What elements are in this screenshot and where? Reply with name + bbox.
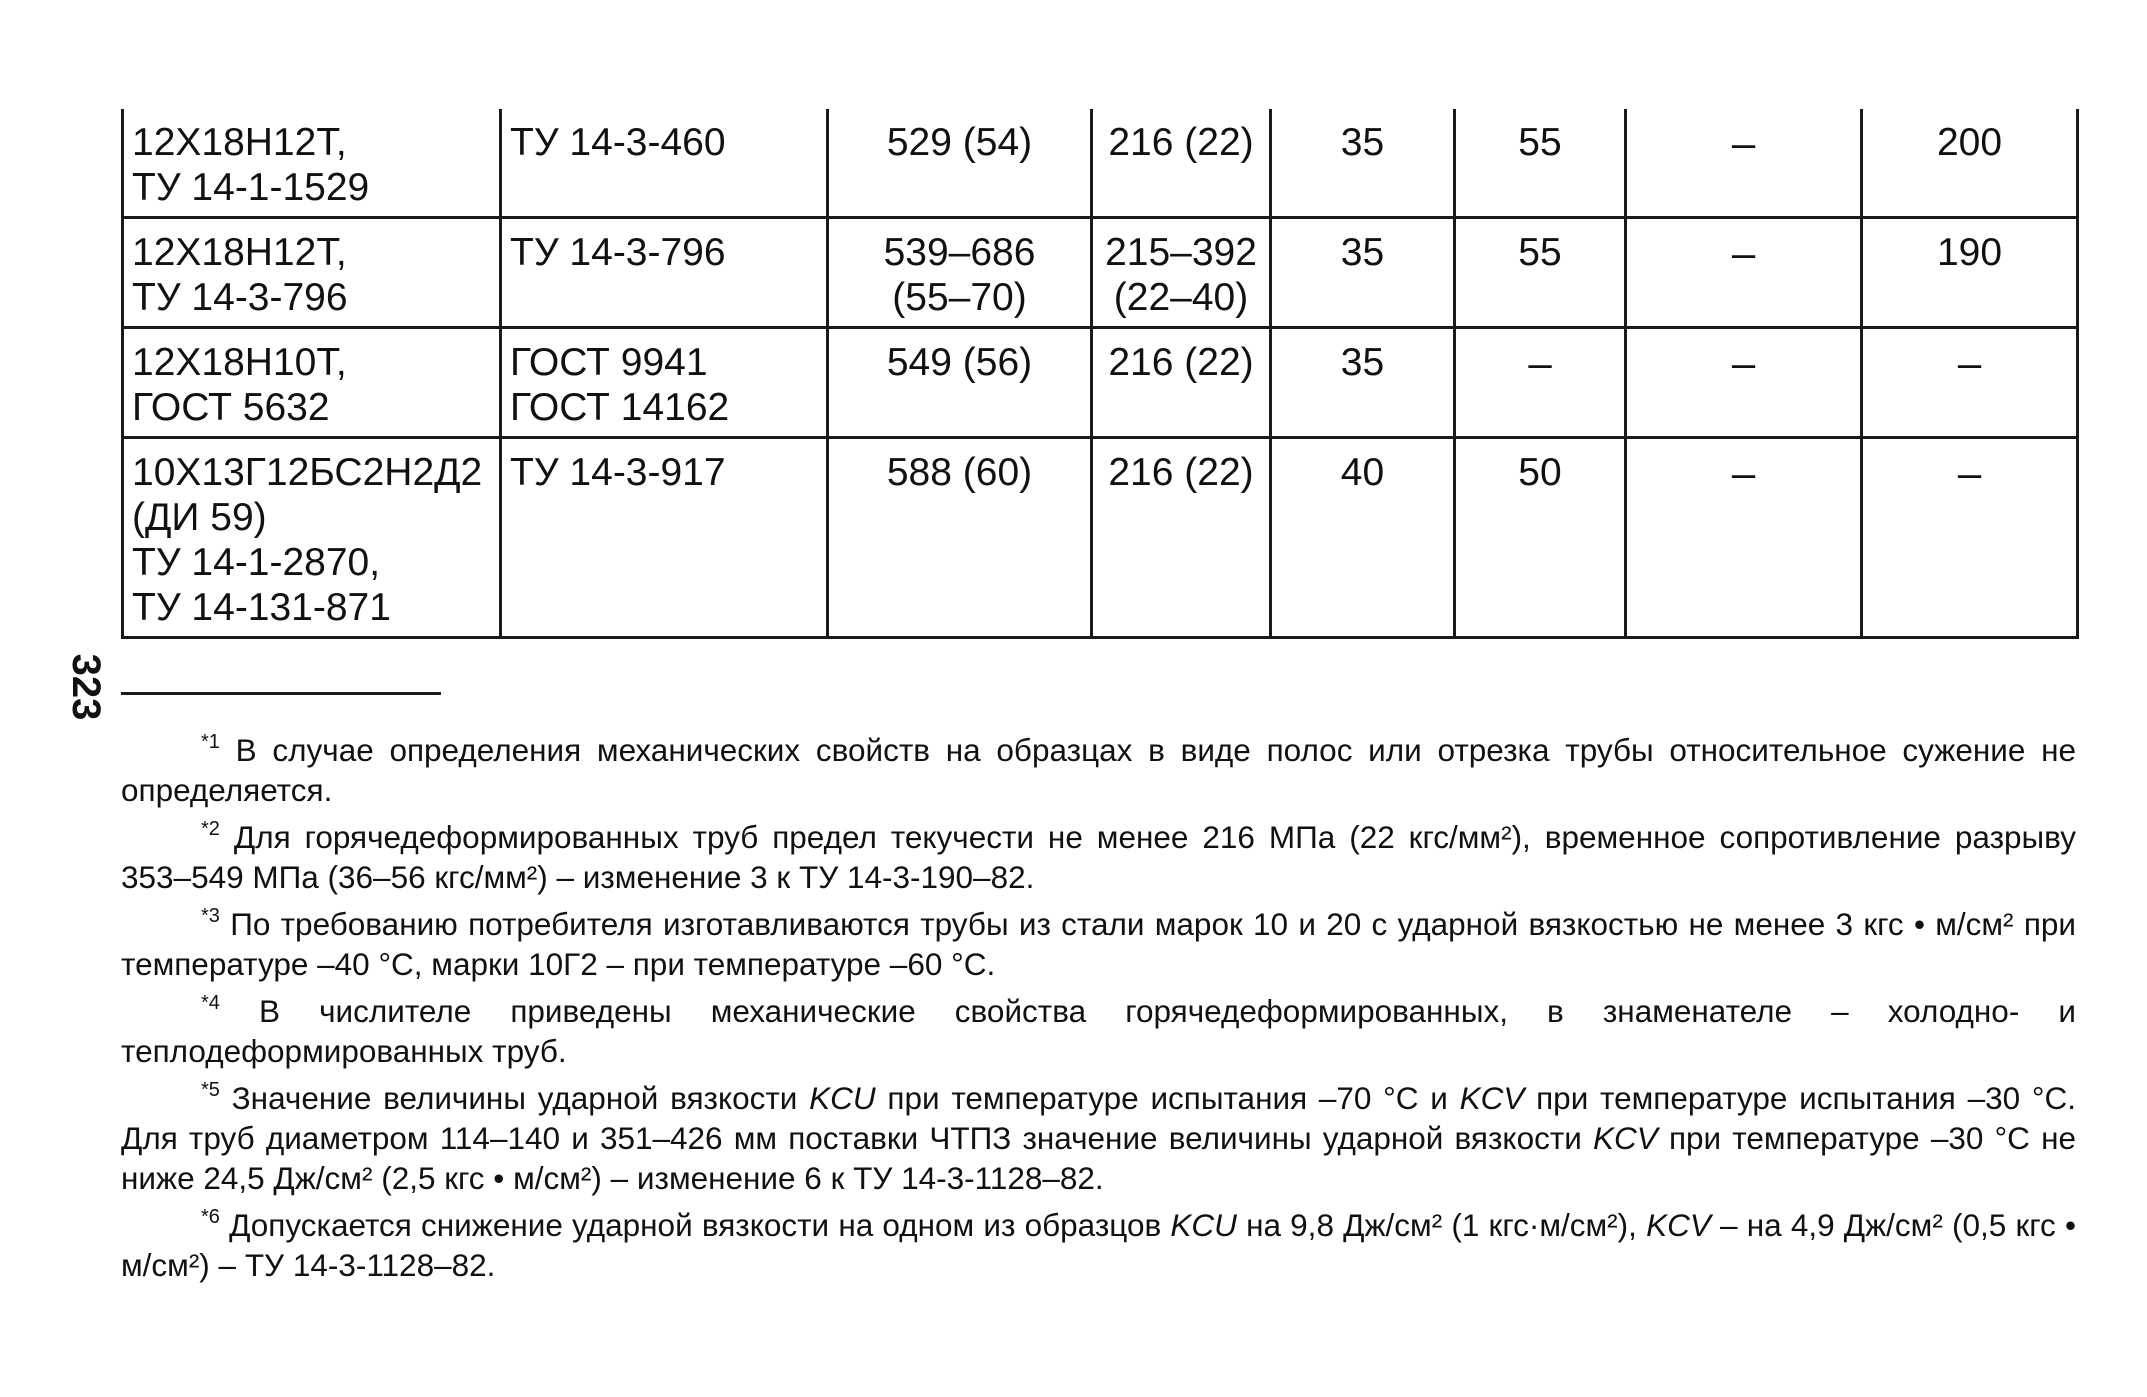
table-cell [1455, 438, 1626, 638]
cell-line: ГОСТ 9941 [510, 341, 708, 384]
table-cell [501, 328, 828, 438]
table-cell [1626, 109, 1862, 218]
footnote-text: Для горячедеформированных труб предел текучести не менее 216 МПа (22 кгс/мм²), временное сопротивление разрыву 353–549 МПа (36–56 кгс/мм²) – изменение 3 к ТУ 14-3-190–82. [121, 819, 2076, 895]
footnote [121, 1205, 2076, 1285]
footnote-mark: *2 [201, 817, 220, 840]
table-cell [123, 438, 501, 638]
table-cell [1862, 109, 2078, 218]
cell-line: 40 [1340, 451, 1385, 494]
cell-line: ГОСТ 14162 [510, 386, 730, 429]
cell-line: 588 (60) [886, 451, 1033, 494]
table-cell [828, 438, 1092, 638]
cell-line: 35 [1340, 231, 1385, 274]
cell-line: 190 [1936, 231, 2003, 274]
footnote-mark: *4 [201, 991, 220, 1014]
cell-line: 55 [1518, 231, 1562, 274]
footnote-term: KCU [809, 1080, 876, 1116]
table-cell [1271, 109, 1455, 218]
table-cell [1455, 328, 1626, 438]
footnote-mark: *5 [201, 1078, 220, 1101]
table-cell [1092, 438, 1271, 638]
cell-line: ТУ 14-1-1529 [132, 166, 370, 209]
footnote-mark: *6 [201, 1205, 220, 1228]
footnote-text: По требованию потребителя изготавливаются трубы из стали марок 10 и 20 с ударной вязкостью не менее 3 кгс • м/см² при температуре –40 °С, марки 10Г2 – при температуре –60 °С. [121, 906, 2076, 982]
cell-line: 216 (22) [1108, 341, 1254, 384]
cell-line: 215–392 [1105, 231, 1257, 274]
table-cell [123, 109, 501, 218]
footnote-separator [121, 692, 441, 695]
cell-line: ТУ 14-3-796 [132, 276, 348, 319]
cell-line: 539–686 [883, 231, 1036, 274]
cell-line: 10Х13Г12БС2Н2Д2 [132, 451, 483, 494]
table-cell [1092, 328, 1271, 438]
footnote-text: В числителе приведены механические свойства горячедеформированных, в знаменателе – холодно- и теплодеформированных труб. [121, 993, 2076, 1069]
table-cell [123, 328, 501, 438]
cell-line: ТУ 14-3-917 [510, 451, 726, 494]
table-cell [1092, 109, 1271, 218]
table-cell [123, 218, 501, 328]
cell-line: 50 [1518, 451, 1562, 494]
table-cell [1626, 328, 1862, 438]
table-cell [828, 218, 1092, 328]
table-cell [1626, 438, 1862, 638]
cell-line: – [1528, 339, 1552, 386]
table-cell [1862, 438, 2078, 638]
footnote-text: при температуре испытания –30 °С. Для труб диаметром 114–140 и 351–426 мм поставки ЧТПЗ значение величины ударной вязкости [121, 1080, 2076, 1156]
cell-line: – [1957, 339, 1982, 386]
table-cell [1862, 218, 2078, 328]
footnotes [121, 730, 2076, 1292]
cell-line: ТУ 14-131-871 [132, 586, 391, 629]
footnote-text: при температуре –30 °С не ниже 24,5 Дж/см² (2,5 кгс • м/см²) – изменение 6 к ТУ 14-3-1128–82. [121, 1120, 2076, 1196]
table-cell [1626, 218, 1862, 328]
footnote-mark: *1 [201, 730, 220, 753]
footnote [121, 730, 2076, 810]
cell-line: 12Х18Н12Т, [132, 231, 347, 274]
cell-line: (55–70) [892, 276, 1027, 319]
cell-line: 55 [1518, 121, 1562, 164]
footnote-text: В случае определения механических свойств на образцах в виде полос или отрезка трубы относительное сужение не определяется. [121, 732, 2076, 808]
footnote-text: – на 4,9 Дж/см² (0,5 кгс • м/см²) – ТУ 14-3-1128–82. [121, 1207, 2076, 1283]
page-number: 323 [64, 653, 108, 721]
footnote-term: KCV [1593, 1120, 1658, 1156]
footnote [121, 817, 2076, 897]
cell-line: 35 [1340, 341, 1385, 384]
table-row [123, 438, 2078, 638]
cell-line: 12Х18Н10Т, [132, 341, 347, 384]
footnote-text: Значение величины ударной вязкости [231, 1080, 810, 1116]
cell-line: – [1957, 449, 1982, 496]
table-cell [501, 109, 828, 218]
table-cell [1455, 109, 1626, 218]
cell-line: 12Х18Н12Т, [132, 121, 347, 164]
table-cell [1455, 218, 1626, 328]
cell-line: 529 (54) [886, 121, 1033, 164]
footnote-text: Допускается снижение ударной вязкости на одном из образцов [229, 1207, 1171, 1243]
footnote-term: KCV [1459, 1080, 1525, 1116]
table-cell [828, 109, 1092, 218]
cell-line: 35 [1340, 121, 1385, 164]
cell-line: 216 (22) [1108, 451, 1254, 494]
footnote-text: на 9,8 Дж/см² (1 кгс·м/см²), [1236, 1207, 1647, 1243]
footnote-term: KCU [1170, 1207, 1237, 1243]
cell-line: ТУ 14-3-796 [510, 231, 726, 274]
table-cell [1271, 438, 1455, 638]
table-row [123, 218, 2078, 328]
footnote-term: KCV [1646, 1207, 1711, 1243]
table-cell [828, 328, 1092, 438]
cell-line: – [1731, 229, 1756, 276]
table-row [123, 109, 2078, 218]
cell-line: (22–40) [1113, 276, 1249, 319]
cell-line: 216 (22) [1108, 121, 1254, 164]
cell-line: – [1731, 449, 1756, 496]
footnote-text: при температуре испытания –70 °С и [875, 1080, 1460, 1116]
cell-line: 549 (56) [886, 341, 1033, 384]
cell-line: – [1731, 339, 1756, 386]
table-cell [1271, 328, 1455, 438]
cell-line: ТУ 14-3-460 [510, 121, 726, 164]
table-row [123, 328, 2078, 438]
cell-line: ГОСТ 5632 [132, 386, 330, 429]
cell-line: – [1731, 119, 1756, 166]
cell-line: 200 [1936, 121, 2003, 164]
table-cell [1271, 218, 1455, 328]
footnote-mark: *3 [201, 904, 220, 927]
cell-line: ТУ 14-1-2870, [132, 541, 381, 584]
properties-table [121, 109, 2079, 639]
table-cell [501, 438, 828, 638]
table-cell [501, 218, 828, 328]
table-cell [1092, 218, 1271, 328]
footnote [121, 1078, 2076, 1198]
footnote [121, 904, 2076, 984]
footnote [121, 991, 2076, 1071]
table-cell [1862, 328, 2078, 438]
cell-line: (ДИ 59) [132, 496, 267, 539]
